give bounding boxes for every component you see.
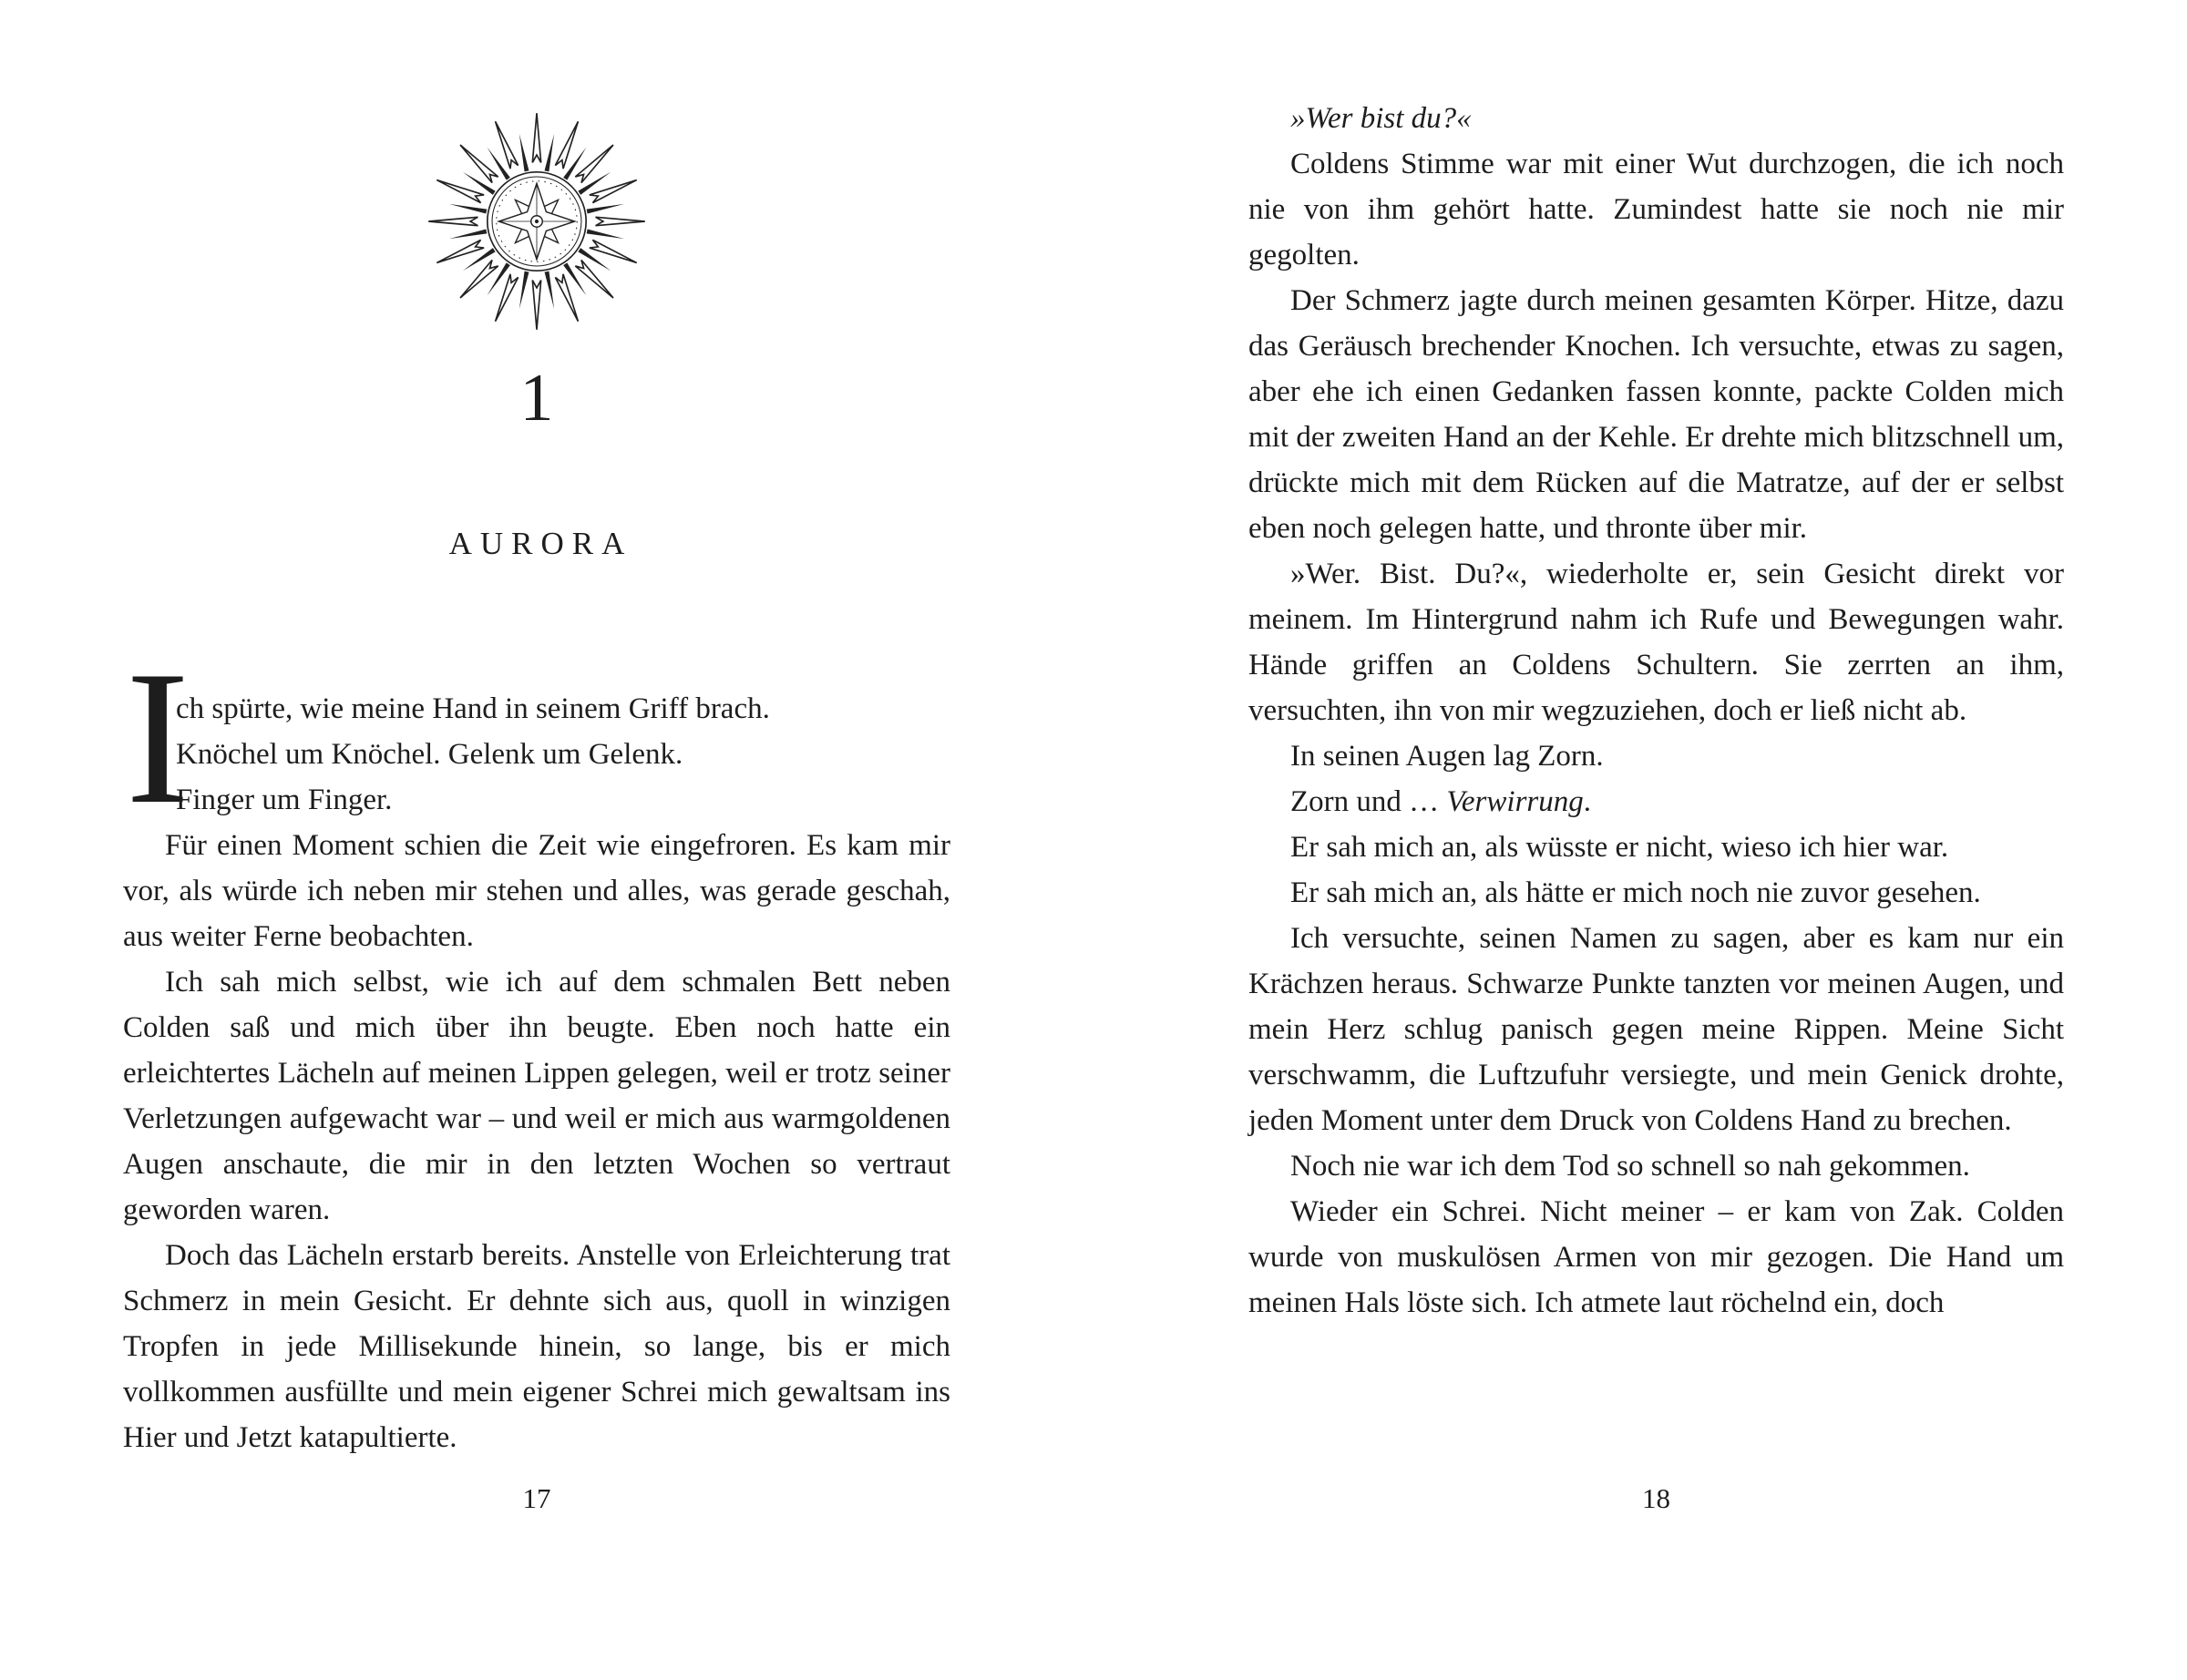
- opening-paragraph: [123, 686, 950, 823]
- paragraph: [1248, 96, 2064, 141]
- drop-cap: I: [126, 632, 190, 844]
- opening-line: ch spürte, wie meine Hand in seinem Griff brach.: [176, 692, 770, 725]
- right-page-body: [1248, 96, 2064, 1326]
- italic-text: »Wer bist du?«: [1290, 102, 1472, 135]
- body-text-segment: Doch das Lächeln erstarb bereits. Anstelle von Erleichterung trat Schmerz in mein Gesicht. Er dehnte sich aus, quoll in winzigen Tropfen in jede Millisekunde hinein, so lange, bis er mich vollkommen ausfüllte und mein eigener Schrei mich gewaltsam ins Hier und Jetzt katapultierte.: [123, 1239, 950, 1454]
- paragraph: [1248, 141, 2064, 278]
- body-text-segment: »Wer. Bist. Du?«, wiederholte er, sein Gesicht direkt vor meinem. Im Hintergrund nahm ich Rufe und Bewegungen wahr. Hände griffen an Coldens Schultern. Sie zerrten an ihm, versuchten, ihn von mir wegzuziehen, doch er ließ nicht ab.: [1248, 558, 2064, 727]
- page-number-left: 17: [522, 1482, 551, 1514]
- body-text-segment: Ich versuchte, seinen Namen zu sagen, aber es kam nur ein Krächzen heraus. Schwarze Punkte tanzten vor meinen Augen, und mein Herz schlug panisch gegen meine Rippen. Meine Sicht verschwamm, die Luftzufuhr versiegte, und mein Genick drohte, jeden Moment unter dem Druck von Coldens Hand zu brechen.: [1248, 922, 2064, 1137]
- opening-line: Finger um Finger.: [176, 784, 393, 816]
- paragraph: [1248, 825, 2064, 870]
- body-text-segment: Wieder ein Schrei. Nicht meiner – er kam von Zak. Colden wurde von muskulösen Armen von mir gezogen. Die Hand um meinen Hals löste sich. Ich atmete laut röchelnd ein, doch: [1248, 1195, 2064, 1319]
- chapter-number: 1: [519, 361, 554, 435]
- paragraph: [123, 823, 950, 959]
- body-text-segment: Noch nie war ich dem Tod so schnell so nah gekommen.: [1290, 1150, 1970, 1183]
- body-text-segment: Zorn und …: [1290, 785, 1447, 818]
- opening-line: Knöchel um Knöchel. Gelenk um Gelenk.: [176, 738, 683, 771]
- paragraph: [1248, 551, 2064, 733]
- paragraph: [1248, 779, 2064, 825]
- paragraph: [1248, 733, 2064, 779]
- body-text-segment: .: [1583, 785, 1592, 818]
- paragraph: [1248, 1143, 2064, 1189]
- paragraph: [1248, 916, 2064, 1143]
- body-text-segment: Er sah mich an, als wüsste er nicht, wieso ich hier war.: [1290, 831, 1949, 864]
- chapter-title: AURORA: [448, 526, 633, 561]
- page-right: [1094, 0, 2187, 1680]
- left-page-body: [123, 686, 950, 1460]
- paragraph: [1248, 870, 2064, 916]
- page-number-right: 18: [1642, 1482, 1670, 1514]
- chapter-head: [123, 108, 950, 562]
- body-text-segment: Der Schmerz jagte durch meinen gesamten Körper. Hitze, dazu das Geräusch brechender Knochen. Ich versuchte, etwas zu sagen, aber ehe ich einen Gedanken fassen konnte, packte Colden mich mit der zweiten Hand an der Kehle. Er drehte mich blitzschnell um, drückte mich mit dem Rücken auf die Matratze, auf der er selbst eben noch gelegen hatte, und thronte über mir.: [1248, 284, 2064, 545]
- italic-text: Verwirrung: [1446, 785, 1584, 818]
- body-text-segment: Für einen Moment schien die Zeit wie eingefroren. Es kam mir vor, als würde ich neben mir stehen und alles, was gerade geschah, aus weiter Ferne beobachten.: [123, 829, 950, 953]
- paragraph: [123, 959, 950, 1233]
- body-text-segment: Coldens Stimme war mit einer Wut durchzogen, die ich noch nie von ihm gehört hatte. Zumindest hatte sie noch nie mir gegolten.: [1248, 148, 2064, 271]
- left-page-paragraphs: [123, 823, 950, 1460]
- body-text-segment: Er sah mich an, als hätte er mich noch nie zuvor gesehen.: [1290, 876, 1981, 909]
- paragraph: [123, 1233, 950, 1460]
- body-text-segment: Ich sah mich selbst, wie ich auf dem schmalen Bett neben Colden saß und mich über ihn beugte. Eben noch hatte ein erleichtertes Lächeln auf meinen Lippen gelegen, weil er trotz seiner Verletzungen aufgewacht war – und weil er mich aus warmgoldenen Augen anschaute, die mir in den letzten Wochen so vertraut geworden waren.: [123, 966, 950, 1226]
- paragraph: [1248, 1189, 2064, 1326]
- body-text-segment: In seinen Augen lag Zorn.: [1290, 740, 1604, 773]
- paragraph: [1248, 278, 2064, 551]
- sun-ornament-icon: [423, 108, 651, 335]
